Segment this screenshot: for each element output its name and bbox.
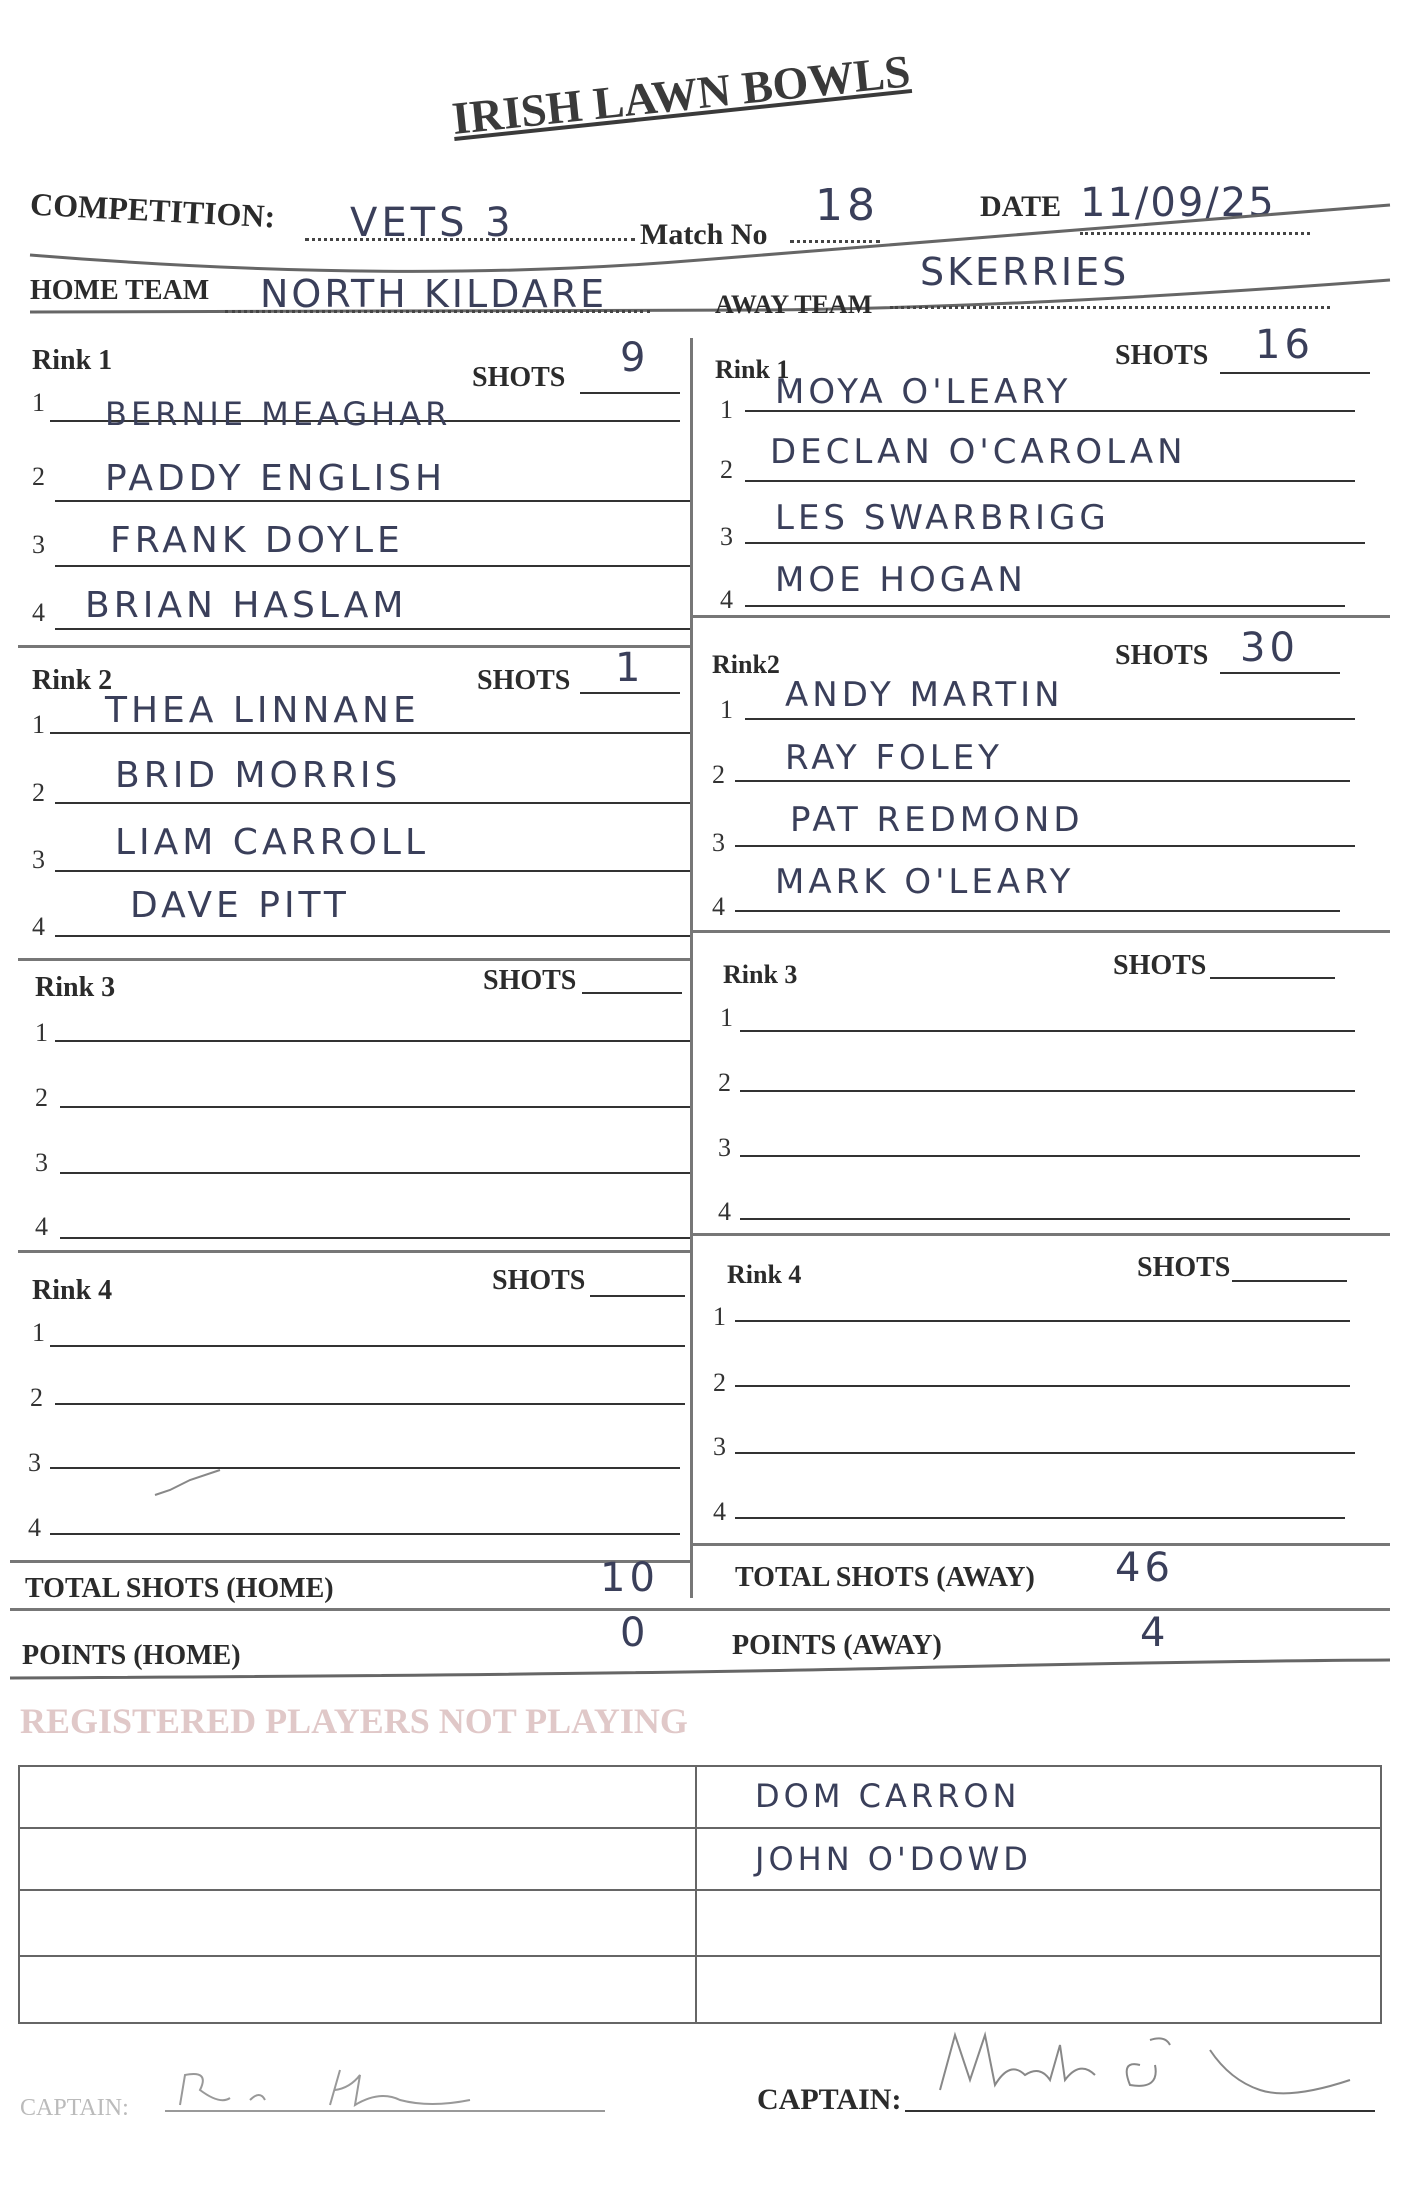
away-rink3-num2: 2 bbox=[718, 1068, 731, 1097]
away-rink1-num3: 3 bbox=[720, 522, 733, 551]
center-divider bbox=[690, 338, 693, 1598]
home-rink2-player3: LIAM CARROLL bbox=[115, 822, 430, 863]
home-rink4-shots-line bbox=[590, 1295, 685, 1297]
home-rink3-num4: 4 bbox=[35, 1212, 48, 1241]
home-rink4-bottom bbox=[10, 1560, 690, 1563]
away-rink3-num1: 1 bbox=[720, 1003, 733, 1032]
home-rink2-bottom bbox=[18, 958, 690, 961]
home-rink3-num3: 3 bbox=[35, 1148, 48, 1177]
home-rink4-num4: 4 bbox=[28, 1513, 41, 1542]
away-rink1-shots-line bbox=[1220, 372, 1370, 374]
home-team-label: HOME TEAM bbox=[30, 275, 210, 306]
home-rink1-shots-value: 9 bbox=[620, 335, 650, 381]
away-rink2-player4: MARK O'LEARY bbox=[775, 862, 1075, 902]
home-rink3-bottom bbox=[18, 1250, 690, 1253]
away-rink4-shots-label: SHOTS bbox=[1137, 1252, 1231, 1283]
home-rink1-line3 bbox=[55, 565, 690, 567]
away-rink2-player3: PAT REDMOND bbox=[790, 800, 1084, 840]
away-rink4-line3 bbox=[735, 1452, 1355, 1454]
away-rink2-shots-label: SHOTS bbox=[1115, 640, 1209, 671]
home-rink1-shots-label: SHOTS bbox=[472, 362, 566, 393]
home-rink1-label: Rink 1 bbox=[32, 345, 113, 376]
away-rink3-bottom bbox=[690, 1233, 1390, 1236]
away-rink2-num2: 2 bbox=[712, 760, 725, 789]
total-shots-away-label: TOTAL SHOTS (AWAY) bbox=[735, 1562, 1035, 1593]
away-team-label: AWAY TEAM bbox=[715, 290, 873, 319]
away-captain-line bbox=[905, 2110, 1375, 2112]
home-captain-label: CAPTAIN: bbox=[20, 2095, 129, 2121]
away-rink2-shots-value: 30 bbox=[1240, 625, 1299, 671]
home-rink1-player2: PADDY ENGLISH bbox=[105, 458, 447, 499]
competition-label: COMPETITION: bbox=[29, 185, 277, 235]
header-divider bbox=[0, 200, 1428, 320]
home-rink2-num1: 1 bbox=[32, 710, 45, 739]
away-rink1-player1: MOYA O'LEARY bbox=[775, 372, 1072, 412]
away-rink3-num4: 4 bbox=[718, 1197, 731, 1226]
home-rink3-line1 bbox=[55, 1040, 690, 1042]
away-rink3-label: Rink 3 bbox=[723, 960, 798, 989]
home-rink3-line2 bbox=[60, 1106, 690, 1108]
home-rink1-player4: BRIAN HASLAM bbox=[85, 585, 408, 626]
match-value: 18 bbox=[815, 180, 879, 231]
home-rink1-num2: 2 bbox=[32, 462, 45, 491]
away-rink4-bottom bbox=[690, 1543, 1390, 1546]
total-shots-away-value: 46 bbox=[1115, 1545, 1174, 1591]
away-rink4-num4: 4 bbox=[713, 1497, 726, 1526]
away-rink1-shots-label: SHOTS bbox=[1115, 340, 1209, 371]
home-rink1-player3: FRANK DOYLE bbox=[110, 520, 404, 561]
home-rink3-num1: 1 bbox=[35, 1018, 48, 1047]
away-rink1-line3 bbox=[745, 542, 1365, 544]
home-rink1-line2 bbox=[55, 500, 690, 502]
away-rink1-player4: MOE HOGAN bbox=[775, 560, 1027, 600]
home-rink2-shots-line bbox=[580, 692, 680, 694]
away-rink3-line3 bbox=[740, 1155, 1360, 1157]
home-rink1-bottom bbox=[18, 645, 690, 648]
away-rink4-line2 bbox=[735, 1385, 1350, 1387]
date-label: DATE bbox=[980, 190, 1062, 223]
away-rink2-num4: 4 bbox=[712, 892, 725, 921]
home-rink2-line2 bbox=[55, 802, 690, 804]
home-rink1-num3: 3 bbox=[32, 530, 45, 559]
home-rink4-line2 bbox=[55, 1403, 685, 1405]
total-shots-home-label: TOTAL SHOTS (HOME) bbox=[25, 1573, 334, 1604]
away-rink3-line4 bbox=[740, 1218, 1350, 1220]
home-captain-signature bbox=[170, 2060, 490, 2120]
away-captain-label: CAPTAIN: bbox=[757, 2083, 902, 2116]
away-rink2-label: Rink2 bbox=[712, 650, 780, 679]
home-rink3-shots-line bbox=[582, 992, 682, 994]
home-rink2-player1: THEA LINNANE bbox=[105, 690, 420, 731]
home-rink3-line4 bbox=[60, 1237, 690, 1239]
away-rink2-player1: ANDY MARTIN bbox=[785, 675, 1064, 715]
away-rink1-num1: 1 bbox=[720, 395, 733, 424]
home-rink4-line3 bbox=[50, 1467, 680, 1469]
date-value: 11/09/25 bbox=[1080, 180, 1276, 226]
away-rink1-shots-value: 16 bbox=[1255, 322, 1314, 368]
home-rink4-tick-mark bbox=[150, 1465, 230, 1505]
away-rink2-bottom bbox=[690, 930, 1390, 933]
home-rink3-shots-label: SHOTS bbox=[483, 965, 577, 996]
registered-players-grid bbox=[18, 1765, 1382, 2024]
points-home-value: 0 bbox=[620, 1610, 650, 1656]
points-away-label: POINTS (AWAY) bbox=[732, 1630, 942, 1661]
away-rink1-line4 bbox=[745, 605, 1345, 607]
away-rink4-num3: 3 bbox=[713, 1432, 726, 1461]
home-rink3-num2: 2 bbox=[35, 1083, 48, 1112]
away-rink4-line1 bbox=[735, 1320, 1350, 1322]
away-rink2-num1: 1 bbox=[720, 695, 733, 724]
away-rink3-line2 bbox=[740, 1090, 1355, 1092]
away-rink1-player3: LES SWARBRIGG bbox=[775, 498, 1110, 538]
away-rink1-bottom bbox=[690, 615, 1390, 618]
home-rink4-line1 bbox=[50, 1345, 685, 1347]
home-rink2-shots-value: 1 bbox=[615, 645, 645, 691]
home-rink2-num4: 4 bbox=[32, 912, 45, 941]
away-captain-signature bbox=[930, 2020, 1370, 2110]
home-rink2-line4 bbox=[55, 935, 690, 937]
away-rink1-num2: 2 bbox=[720, 455, 733, 484]
total-shots-home-value: 10 bbox=[600, 1555, 659, 1601]
away-rink2-line2 bbox=[735, 780, 1350, 782]
totals-divider bbox=[10, 1608, 1390, 1611]
home-rink2-num2: 2 bbox=[32, 778, 45, 807]
home-rink1-num1: 1 bbox=[32, 388, 45, 417]
home-rink1-num4: 4 bbox=[32, 598, 45, 627]
away-rink1-num4: 4 bbox=[720, 585, 733, 614]
home-rink4-line4 bbox=[50, 1533, 680, 1535]
home-rink2-line1 bbox=[50, 732, 690, 734]
home-rink3-line3 bbox=[60, 1172, 690, 1174]
away-rink4-line4 bbox=[735, 1517, 1345, 1519]
home-rink2-player4: DAVE PITT bbox=[130, 885, 350, 926]
points-home-label: POINTS (HOME) bbox=[22, 1640, 241, 1671]
away-rink2-num3: 3 bbox=[712, 828, 725, 857]
away-rink4-num1: 1 bbox=[713, 1302, 726, 1331]
away-rink3-num3: 3 bbox=[718, 1133, 731, 1162]
home-rink1-player1: BERNIE MEAGHAR bbox=[105, 395, 452, 433]
home-rink4-label: Rink 4 bbox=[32, 1275, 113, 1306]
away-rink2-line3 bbox=[735, 845, 1355, 847]
away-rink3-shots-line bbox=[1210, 977, 1335, 979]
away-rink2-line4 bbox=[735, 910, 1340, 912]
away-rink1-player2: DECLAN O'CAROLAN bbox=[770, 432, 1187, 472]
points-away-value: 4 bbox=[1140, 1610, 1170, 1656]
match-label: Match No bbox=[640, 218, 768, 251]
home-rink4-num1: 1 bbox=[32, 1318, 45, 1347]
registered-away-player1: DOM CARRON bbox=[755, 1777, 1021, 1815]
home-rink2-shots-label: SHOTS bbox=[477, 665, 571, 696]
competition-value: VETS 3 bbox=[350, 200, 515, 246]
home-rink1-line4 bbox=[55, 628, 690, 630]
home-rink2-label: Rink 2 bbox=[32, 665, 113, 696]
home-rink4-num2: 2 bbox=[30, 1383, 43, 1412]
away-rink3-line1 bbox=[740, 1030, 1355, 1032]
home-rink1-shots-line bbox=[580, 392, 680, 394]
away-rink1-line2 bbox=[745, 480, 1355, 482]
home-rink4-shots-label: SHOTS bbox=[492, 1265, 586, 1296]
home-rink3-label: Rink 3 bbox=[35, 972, 116, 1003]
away-rink1-label: Rink 1 bbox=[715, 355, 790, 384]
away-rink4-num2: 2 bbox=[713, 1368, 726, 1397]
home-rink2-player2: BRID MORRIS bbox=[115, 755, 402, 796]
registered-players-label: REGISTERED PLAYERS NOT PLAYING bbox=[20, 1701, 688, 1741]
home-team-value: NORTH KILDARE bbox=[260, 272, 608, 316]
away-team-value: SKERRIES bbox=[920, 250, 1130, 294]
away-rink2-shots-line bbox=[1220, 672, 1340, 674]
form-title: IRISH LAWN BOWLS bbox=[449, 45, 913, 145]
registered-away-player2: JOHN O'DOWD bbox=[755, 1840, 1032, 1878]
away-rink4-shots-line bbox=[1232, 1280, 1347, 1282]
away-rink3-shots-label: SHOTS bbox=[1113, 950, 1207, 981]
away-team-dotted-line bbox=[890, 306, 1330, 309]
away-rink4-label: Rink 4 bbox=[727, 1260, 802, 1289]
points-divider bbox=[0, 1640, 1428, 1700]
home-rink4-num3: 3 bbox=[28, 1448, 41, 1477]
home-rink2-line3 bbox=[55, 870, 690, 872]
away-rink2-player2: RAY FOLEY bbox=[785, 738, 1003, 778]
home-rink2-num3: 3 bbox=[32, 845, 45, 874]
away-rink2-line1 bbox=[745, 718, 1355, 720]
